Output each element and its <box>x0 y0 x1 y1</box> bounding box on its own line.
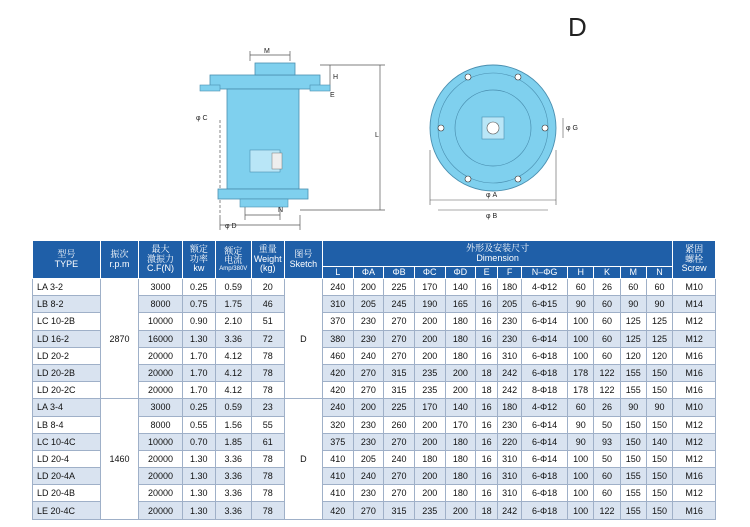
cell-dim: 180 <box>445 450 476 467</box>
cell-dim: 155 <box>620 485 646 502</box>
cell-power: 1.70 <box>182 347 215 364</box>
cell-dim: 150 <box>646 502 672 519</box>
cell-force: 20000 <box>139 502 183 519</box>
cell-screw: M10 <box>673 399 716 416</box>
cell-power: 1.30 <box>182 450 215 467</box>
cell-dim: 180 <box>498 279 522 296</box>
cell-dim: 200 <box>414 468 445 485</box>
cell-dim: 90 <box>646 296 672 313</box>
cell-dim: 235 <box>414 502 445 519</box>
cell-dim: 200 <box>414 330 445 347</box>
cell-dim: 270 <box>353 364 384 381</box>
cell-dim: 170 <box>414 279 445 296</box>
cell-dim: 16 <box>476 347 498 364</box>
cell-force: 10000 <box>139 433 183 450</box>
cell-dim: 60 <box>594 485 620 502</box>
cell-dim: 16 <box>476 485 498 502</box>
cell-current: 3.36 <box>215 485 251 502</box>
cell-type: LC 10-4C <box>33 433 101 450</box>
label-phiG: φ G <box>566 125 578 132</box>
cell-dim: 100 <box>568 330 594 347</box>
cell-type: LE 20-4C <box>33 502 101 519</box>
cell-dim: 200 <box>414 485 445 502</box>
cell-dim: 320 <box>322 416 353 433</box>
cell-dim: 235 <box>414 382 445 399</box>
cell-dim: 90 <box>620 296 646 313</box>
cell-type: LB 8-2 <box>33 296 101 313</box>
cell-dim: 6-Φ14 <box>522 313 568 330</box>
cell-type: LA 3-4 <box>33 399 101 416</box>
cell-screw: M16 <box>673 468 716 485</box>
cell-dim: 260 <box>384 416 415 433</box>
cell-weight: 78 <box>251 450 284 467</box>
sketch-title: D <box>568 12 587 42</box>
cell-current: 3.36 <box>215 502 251 519</box>
cell-current: 1.85 <box>215 433 251 450</box>
header-type: 型号 TYPE <box>33 241 101 279</box>
cell-dim: 6-Φ14 <box>522 330 568 347</box>
cell-dim: 240 <box>322 279 353 296</box>
cell-dim: 270 <box>384 330 415 347</box>
cell-dim: 310 <box>498 347 522 364</box>
cell-dim: 270 <box>384 433 415 450</box>
cell-dim: 155 <box>620 468 646 485</box>
cell-dim: 122 <box>594 382 620 399</box>
cell-dim: 230 <box>353 330 384 347</box>
header-power: 额定 功率 kw <box>182 241 215 279</box>
cell-dim: 200 <box>414 347 445 364</box>
cell-force: 20000 <box>139 364 183 381</box>
cell-dim: 270 <box>353 382 384 399</box>
cell-dim: 150 <box>646 364 672 381</box>
header-dim-col: ΦA <box>353 267 384 279</box>
cell-dim: 50 <box>594 416 620 433</box>
cell-type: LD 20-2B <box>33 364 101 381</box>
cell-current: 2.10 <box>215 313 251 330</box>
cell-dim: 122 <box>594 364 620 381</box>
cell-dim: 150 <box>646 382 672 399</box>
cell-dim: 178 <box>568 382 594 399</box>
cell-dim: 93 <box>594 433 620 450</box>
cell-dim: 100 <box>568 313 594 330</box>
header-dim-col: K <box>594 267 620 279</box>
cell-dim: 60 <box>594 313 620 330</box>
cell-dim: 230 <box>498 416 522 433</box>
cell-weight: 78 <box>251 468 284 485</box>
cell-dim: 410 <box>322 468 353 485</box>
header-dimension: 外形及安装尺寸 Dimension <box>322 241 672 267</box>
cell-dim: 60 <box>568 399 594 416</box>
cell-dim: 140 <box>445 399 476 416</box>
header-dim-col: E <box>476 267 498 279</box>
header-screw: 紧固 螺栓 Screw <box>673 241 716 279</box>
cell-dim: 150 <box>620 450 646 467</box>
cell-dim: 18 <box>476 382 498 399</box>
cell-dim: 90 <box>646 399 672 416</box>
cell-weight: 78 <box>251 502 284 519</box>
cell-dim: 270 <box>384 313 415 330</box>
cell-dim: 410 <box>322 450 353 467</box>
cell-dim: 220 <box>498 433 522 450</box>
cell-dim: 180 <box>445 347 476 364</box>
cell-weight: 78 <box>251 364 284 381</box>
cell-dim: 150 <box>620 433 646 450</box>
cell-dim: 8-Φ18 <box>522 382 568 399</box>
cell-dim: 26 <box>594 399 620 416</box>
cell-dim: 60 <box>568 279 594 296</box>
cell-force: 20000 <box>139 347 183 364</box>
cell-dim: 240 <box>384 450 415 467</box>
label-H: H <box>333 74 339 81</box>
cell-screw: M16 <box>673 347 716 364</box>
cell-weight: 78 <box>251 485 284 502</box>
cell-dim: 16 <box>476 399 498 416</box>
label-L: L <box>375 132 379 139</box>
cell-dim: 16 <box>476 433 498 450</box>
header-dim-col: F <box>498 267 522 279</box>
cell-dim: 125 <box>646 313 672 330</box>
cell-dim: 180 <box>445 313 476 330</box>
cell-rpm: 1460 <box>100 399 138 519</box>
cell-dim: 270 <box>384 468 415 485</box>
cell-dim: 200 <box>353 279 384 296</box>
header-dim-col: N <box>646 267 672 279</box>
cell-dim: 60 <box>594 347 620 364</box>
cell-dim: 170 <box>445 416 476 433</box>
cell-dim: 315 <box>384 382 415 399</box>
cell-dim: 310 <box>498 450 522 467</box>
cell-screw: M16 <box>673 502 716 519</box>
cell-screw: M12 <box>673 416 716 433</box>
cell-dim: 18 <box>476 502 498 519</box>
cell-current: 1.75 <box>215 296 251 313</box>
cell-force: 10000 <box>139 313 183 330</box>
cell-power: 0.25 <box>182 399 215 416</box>
cell-dim: 90 <box>568 433 594 450</box>
cell-weight: 20 <box>251 279 284 296</box>
cell-dim: 205 <box>353 296 384 313</box>
cell-dim: 170 <box>414 399 445 416</box>
header-sketch: 图号 Sketch <box>284 241 322 279</box>
cell-dim: 235 <box>414 364 445 381</box>
cell-force: 20000 <box>139 468 183 485</box>
cell-weight: 78 <box>251 382 284 399</box>
cell-dim: 180 <box>445 468 476 485</box>
cell-power: 1.30 <box>182 468 215 485</box>
cell-type: LD 20-4 <box>33 450 101 467</box>
cell-dim: 120 <box>620 347 646 364</box>
label-N: N <box>278 207 284 214</box>
cell-dim: 6-Φ18 <box>522 485 568 502</box>
cell-power: 1.30 <box>182 502 215 519</box>
cell-dim: 120 <box>646 347 672 364</box>
cell-screw: M12 <box>673 433 716 450</box>
cell-dim: 200 <box>414 433 445 450</box>
cell-current: 0.59 <box>215 279 251 296</box>
cell-dim: 180 <box>498 399 522 416</box>
cell-dim: 310 <box>498 468 522 485</box>
cell-dim: 420 <box>322 364 353 381</box>
header-dim-col: N–ΦG <box>522 267 568 279</box>
cell-screw: M12 <box>673 450 716 467</box>
cell-dim: 150 <box>620 416 646 433</box>
cell-dim: 90 <box>620 399 646 416</box>
cell-power: 0.25 <box>182 279 215 296</box>
cell-dim: 26 <box>594 279 620 296</box>
cell-dim: 230 <box>353 313 384 330</box>
cell-current: 4.12 <box>215 364 251 381</box>
cell-dim: 60 <box>594 296 620 313</box>
cell-dim: 18 <box>476 364 498 381</box>
spec-table <box>32 240 716 520</box>
cell-dim: 200 <box>445 502 476 519</box>
cell-dim: 16 <box>476 296 498 313</box>
cell-dim: 150 <box>646 450 672 467</box>
cell-dim: 100 <box>568 485 594 502</box>
cell-dim: 6-Φ18 <box>522 502 568 519</box>
header-rpm: 振次 r.p.m <box>100 241 138 279</box>
cell-dim: 100 <box>568 468 594 485</box>
cell-dim: 270 <box>384 485 415 502</box>
cell-dim: 460 <box>322 347 353 364</box>
cell-dim: 6-Φ14 <box>522 416 568 433</box>
cell-dim: 125 <box>646 330 672 347</box>
cell-dim: 150 <box>646 468 672 485</box>
cell-dim: 190 <box>414 296 445 313</box>
label-M: M <box>264 48 270 55</box>
cell-dim: 140 <box>445 279 476 296</box>
cell-dim: 180 <box>445 485 476 502</box>
cell-dim: 150 <box>646 416 672 433</box>
label-phiA: φ A <box>486 192 498 199</box>
cell-dim: 125 <box>620 313 646 330</box>
header-current: 额定 电流 Amp/380V <box>215 241 251 279</box>
cell-dim: 16 <box>476 330 498 347</box>
label-phiD: φ D <box>225 223 237 230</box>
label-phiB: φ B <box>486 213 498 220</box>
cell-dim: 16 <box>476 279 498 296</box>
cell-dim: 230 <box>498 330 522 347</box>
cell-dim: 225 <box>384 279 415 296</box>
cell-dim: 420 <box>322 382 353 399</box>
cell-dim: 122 <box>594 502 620 519</box>
cell-dim: 155 <box>620 502 646 519</box>
cell-dim: 16 <box>476 450 498 467</box>
cell-dim: 225 <box>384 399 415 416</box>
cell-dim: 242 <box>498 502 522 519</box>
front-view-drawing <box>418 50 583 230</box>
cell-dim: 230 <box>353 416 384 433</box>
cell-force: 20000 <box>139 485 183 502</box>
cell-dim: 240 <box>322 399 353 416</box>
cell-dim: 90 <box>568 416 594 433</box>
cell-dim: 140 <box>646 433 672 450</box>
cell-dim: 315 <box>384 364 415 381</box>
header-dim-col: H <box>568 267 594 279</box>
header-dim-col: L <box>322 267 353 279</box>
cell-weight: 23 <box>251 399 284 416</box>
cell-type: LD 16-2 <box>33 330 101 347</box>
cell-sketch: D <box>284 399 322 519</box>
header-force: 最大 激振力 C.F(N) <box>139 241 183 279</box>
cell-weight: 46 <box>251 296 284 313</box>
cell-power: 0.90 <box>182 313 215 330</box>
cell-force: 8000 <box>139 416 183 433</box>
label-phiC: φ C <box>196 115 208 122</box>
cell-dim: 6-Φ18 <box>522 347 568 364</box>
cell-dim: 310 <box>498 485 522 502</box>
cell-weight: 51 <box>251 313 284 330</box>
cell-type: LD 20-4A <box>33 468 101 485</box>
cell-dim: 410 <box>322 485 353 502</box>
cell-dim: 155 <box>620 382 646 399</box>
cell-force: 16000 <box>139 330 183 347</box>
cell-power: 1.30 <box>182 330 215 347</box>
cell-dim: 100 <box>568 502 594 519</box>
cell-dim: 180 <box>445 433 476 450</box>
cell-dim: 6-Φ14 <box>522 433 568 450</box>
cell-weight: 78 <box>251 347 284 364</box>
cell-dim: 230 <box>498 313 522 330</box>
cell-dim: 16 <box>476 313 498 330</box>
cell-dim: 165 <box>445 296 476 313</box>
cell-dim: 6-Φ15 <box>522 296 568 313</box>
header-dim-col: ΦC <box>414 267 445 279</box>
cell-dim: 150 <box>646 485 672 502</box>
cell-dim: 178 <box>568 364 594 381</box>
cell-dim: 205 <box>498 296 522 313</box>
cell-screw: M16 <box>673 364 716 381</box>
cell-dim: 242 <box>498 364 522 381</box>
header-dim-col: ΦD <box>445 267 476 279</box>
cell-weight: 61 <box>251 433 284 450</box>
cell-dim: 230 <box>353 433 384 450</box>
cell-dim: 380 <box>322 330 353 347</box>
cell-force: 3000 <box>139 279 183 296</box>
cell-type: LD 20-2C <box>33 382 101 399</box>
cell-dim: 6-Φ18 <box>522 468 568 485</box>
cell-power: 0.70 <box>182 433 215 450</box>
cell-dim: 60 <box>620 279 646 296</box>
cell-dim: 60 <box>594 468 620 485</box>
cell-dim: 270 <box>384 347 415 364</box>
cell-type: LC 10-2B <box>33 313 101 330</box>
cell-dim: 16 <box>476 416 498 433</box>
cell-dim: 310 <box>322 296 353 313</box>
cell-power: 1.30 <box>182 485 215 502</box>
cell-dim: 370 <box>322 313 353 330</box>
cell-screw: M14 <box>673 296 716 313</box>
cell-force: 20000 <box>139 382 183 399</box>
cell-current: 1.56 <box>215 416 251 433</box>
cell-dim: 245 <box>384 296 415 313</box>
cell-screw: M12 <box>673 313 716 330</box>
cell-dim: 200 <box>353 399 384 416</box>
cell-dim: 6-Φ14 <box>522 450 568 467</box>
cell-power: 0.55 <box>182 416 215 433</box>
cell-dim: 205 <box>353 450 384 467</box>
cell-current: 4.12 <box>215 382 251 399</box>
cell-dim: 200 <box>414 313 445 330</box>
cell-current: 3.36 <box>215 450 251 467</box>
cell-weight: 72 <box>251 330 284 347</box>
cell-current: 0.59 <box>215 399 251 416</box>
side-view-drawing <box>180 45 400 230</box>
cell-dim: 6-Φ18 <box>522 364 568 381</box>
cell-force: 20000 <box>139 450 183 467</box>
cell-type: LB 8-4 <box>33 416 101 433</box>
cell-dim: 60 <box>594 330 620 347</box>
cell-current: 3.36 <box>215 468 251 485</box>
cell-sketch: D <box>284 279 322 399</box>
cell-power: 0.75 <box>182 296 215 313</box>
cell-dim: 180 <box>445 330 476 347</box>
cell-force: 3000 <box>139 399 183 416</box>
header-dim-col: ΦB <box>384 267 415 279</box>
cell-dim: 4-Φ12 <box>522 279 568 296</box>
label-E: E <box>330 92 335 99</box>
cell-type: LA 3-2 <box>33 279 101 296</box>
cell-dim: 60 <box>646 279 672 296</box>
cell-dim: 420 <box>322 502 353 519</box>
cell-dim: 90 <box>568 296 594 313</box>
cell-dim: 375 <box>322 433 353 450</box>
cell-dim: 4-Φ12 <box>522 399 568 416</box>
cell-power: 1.70 <box>182 364 215 381</box>
cell-dim: 180 <box>414 450 445 467</box>
header-weight: 重量 Weight (kg) <box>251 241 284 279</box>
cell-dim: 200 <box>445 382 476 399</box>
cell-rpm: 2870 <box>100 279 138 399</box>
cell-force: 8000 <box>139 296 183 313</box>
cell-dim: 270 <box>353 502 384 519</box>
cell-type: LD 20-2 <box>33 347 101 364</box>
cell-screw: M12 <box>673 330 716 347</box>
cell-dim: 200 <box>414 416 445 433</box>
cell-type: LD 20-4B <box>33 485 101 502</box>
cell-screw: M16 <box>673 382 716 399</box>
cell-dim: 100 <box>568 347 594 364</box>
table-row <box>33 399 716 416</box>
cell-dim: 100 <box>568 450 594 467</box>
cell-current: 4.12 <box>215 347 251 364</box>
cell-dim: 155 <box>620 364 646 381</box>
cell-screw: M12 <box>673 485 716 502</box>
cell-power: 1.70 <box>182 382 215 399</box>
cell-dim: 200 <box>445 364 476 381</box>
table-row <box>33 279 716 296</box>
cell-dim: 16 <box>476 468 498 485</box>
header-dim-col: M <box>620 267 646 279</box>
cell-current: 3.36 <box>215 330 251 347</box>
cell-weight: 55 <box>251 416 284 433</box>
cell-dim: 125 <box>620 330 646 347</box>
cell-dim: 240 <box>353 468 384 485</box>
cell-dim: 315 <box>384 502 415 519</box>
cell-dim: 230 <box>353 485 384 502</box>
cell-dim: 50 <box>594 450 620 467</box>
cell-dim: 240 <box>353 347 384 364</box>
cell-dim: 242 <box>498 382 522 399</box>
cell-screw: M10 <box>673 279 716 296</box>
